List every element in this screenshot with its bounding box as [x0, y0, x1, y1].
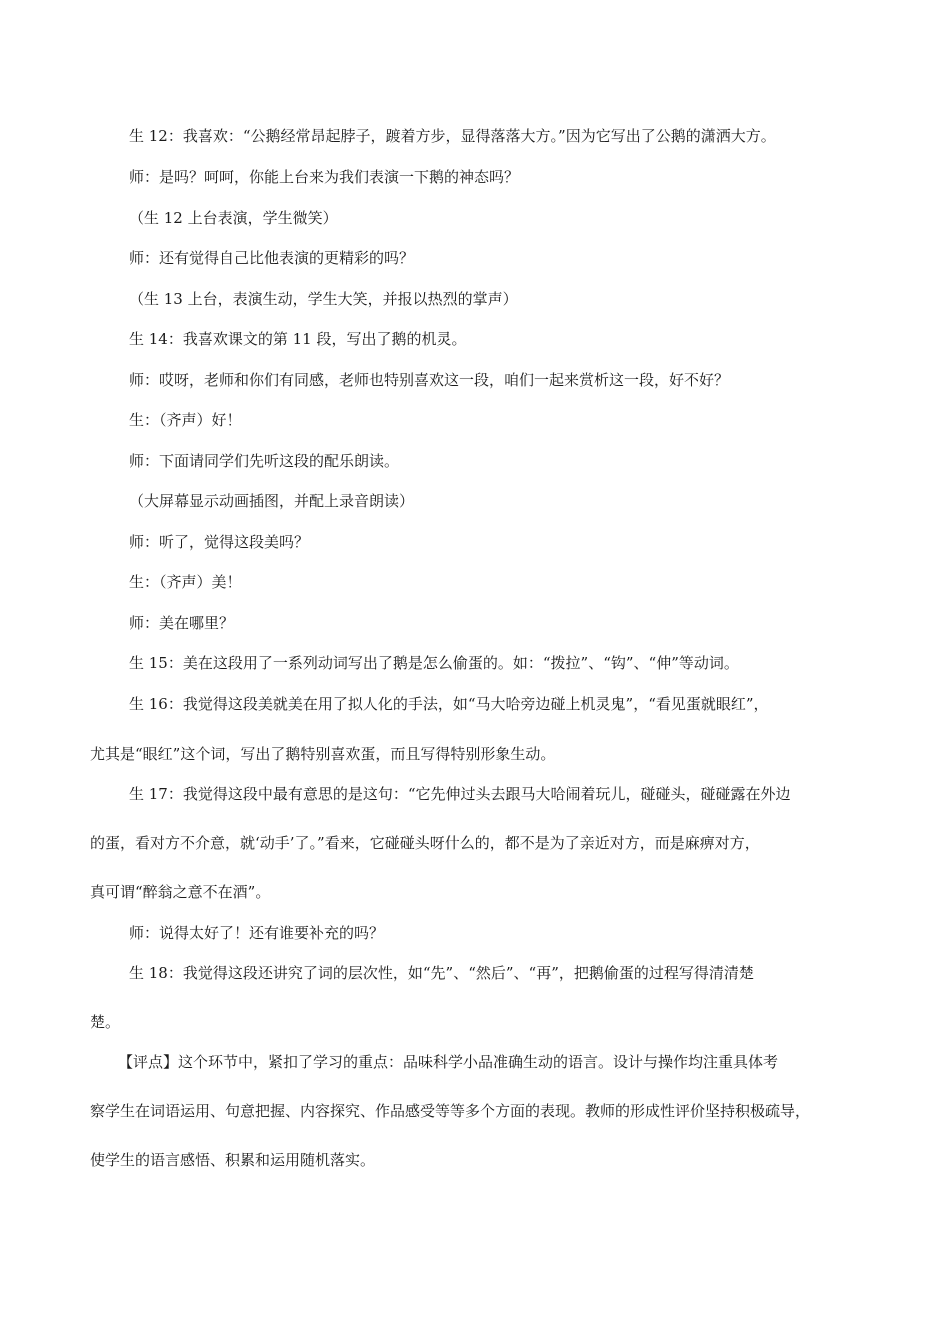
- dialogue-line: 师：是吗？呵呵，你能上台来为我们表演一下鹅的神态吗？: [129, 168, 520, 186]
- stage-direction: （大屏幕显示动画插图，并配上录音朗读）: [129, 492, 415, 510]
- dialogue-line: 师：说得太好了！还有谁要补充的吗？: [129, 924, 385, 942]
- dialogue-line: 生 18：我觉得这段还讲究了词的层次性，如“先”、“然后”、“再”，把鹅偷蛋的过程写得清清楚: [129, 964, 754, 982]
- dialogue-continuation: 楚。: [90, 1013, 121, 1031]
- dialogue-continuation: 尤其是“眼红”这个词，写出了鹅特别喜欢蛋，而且写得特别形象生动。: [90, 745, 556, 763]
- stage-direction: （生 13 上台，表演生动，学生大笑，并报以热烈的掌声）: [129, 290, 518, 308]
- commentary-line: 【评点】这个环节中，紧扣了学习的重点：品味科学小品准确生动的语言。设计与操作均注重具体考: [118, 1053, 779, 1071]
- dialogue-line: 生 17：我觉得这段中最有意思的是这句：“它先伸过头去跟马大哈闹着玩儿，碰碰头，碰碰露在外边: [129, 785, 791, 803]
- dialogue-line: 生 15：美在这段用了一系列动词写出了鹅是怎么偷蛋的。如：“拨拉”、“钩”、“伸”等动词。: [129, 654, 739, 672]
- dialogue-line: 师：听了，觉得这段美吗？: [129, 533, 310, 551]
- commentary-continuation: 察学生在词语运用、句意把握、内容探究、作品感受等等多个方面的表现。教师的形成性评价坚持积极疏导，: [90, 1102, 811, 1120]
- dialogue-line: 生：（齐声）好！: [129, 411, 242, 429]
- dialogue-line: 生 16：我觉得这段美就美在用了拟人化的手法，如“马大哈旁边碰上机灵鬼”，“看见蛋就眼红”，: [129, 695, 769, 713]
- dialogue-line: 师：下面请同学们先听这段的配乐朗读。: [129, 452, 400, 470]
- dialogue-line: 生 12：我喜欢：“公鹅经常昂起脖子，踱着方步，显得落落大方。”因为它写出了公鹅的潇洒大方。: [129, 127, 776, 145]
- dialogue-line: 生：（齐声）美！: [129, 573, 242, 591]
- stage-direction: （生 12 上台表演，学生微笑）: [129, 209, 338, 227]
- dialogue-line: 师：哎呀，老师和你们有同感，老师也特别喜欢这一段，咱们一起来赏析这一段，好不好？: [129, 371, 730, 389]
- dialogue-line: 师：还有觉得自己比他表演的更精彩的吗？: [129, 249, 415, 267]
- dialogue-line: 师：美在哪里？: [129, 614, 235, 632]
- dialogue-continuation: 的蛋，看对方不介意，就‘动手’了。”看来，它碰碰头呀什么的，都不是为了亲近对方，而是麻痹对方，: [90, 834, 760, 852]
- dialogue-continuation: 真可谓“醉翁之意不在酒”。: [90, 883, 271, 901]
- dialogue-line: 生 14：我喜欢课文的第 11 段，写出了鹅的机灵。: [129, 330, 467, 348]
- commentary-continuation: 使学生的语言感悟、积累和运用随机落实。: [90, 1151, 376, 1169]
